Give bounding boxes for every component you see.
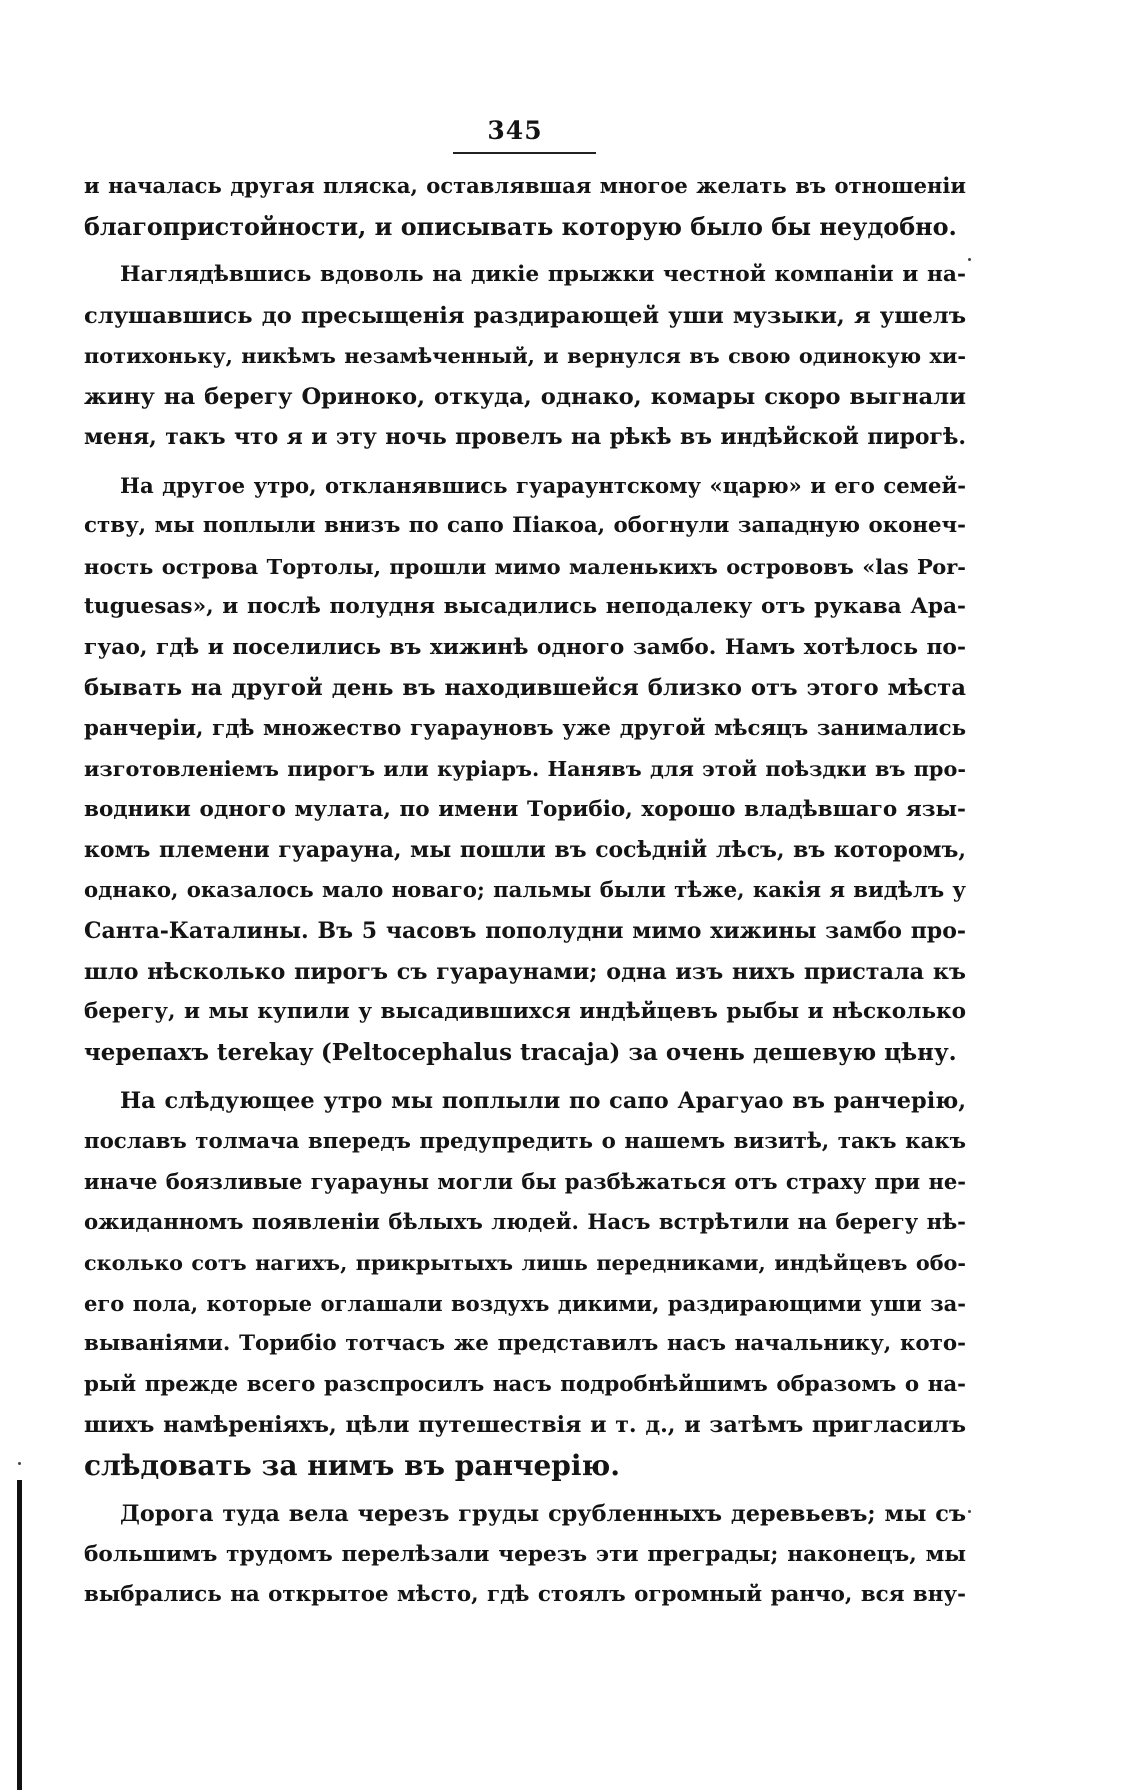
text-line: пославъ толмача впередъ предупредить о нашемъ визитѣ, такъ какъ xyxy=(84,1128,966,1154)
paragraph-2 xyxy=(84,255,966,458)
text-line: сколько сотъ нагихъ, прикрытыхъ лишь передниками, индѣйцевъ обо- xyxy=(84,1251,966,1275)
text-line: ству, мы поплыли внизъ по сапо Піакоа, обогнули западную оконеч- xyxy=(84,513,966,538)
text-line: большимъ трудомъ перелѣзали черезъ эти преграды; наконецъ, мы xyxy=(84,1541,966,1567)
text-block xyxy=(84,166,966,1616)
scan-edge-bar xyxy=(17,1480,22,1790)
text-line: однако, оказалось мало новаго; пальмы были тѣже, какія я видѣлъ у xyxy=(84,877,966,903)
paragraph-5 xyxy=(84,1494,966,1616)
text-line: черепахъ terekay (Peltocephalus tracaja) за очень дешевую цѣну. xyxy=(84,1038,957,1066)
text-line: жину на берегу Ориноко, откуда, однако, комары скоро выгнали xyxy=(84,383,966,410)
text-line: его пола, которые оглашали воздухъ дикими, раздирающими уши за- xyxy=(84,1290,966,1316)
text-line: На другое утро, откланявшись гуараунтскому «царю» и его семей- xyxy=(120,472,966,498)
text-line: слѣдовать за нимъ въ ранчерію. xyxy=(84,1448,620,1482)
text-line: На слѣдующее утро мы поплыли по сапо Арагуао въ ранчерію, xyxy=(120,1088,966,1114)
text-line: ожиданномъ появленіи бѣлыхъ людей. Насъ встрѣтили на берегу нѣ- xyxy=(84,1209,966,1235)
text-line: Дорога туда вела черезъ груды срубленныхъ деревьевъ; мы съ xyxy=(120,1501,966,1527)
scan-speck xyxy=(968,1510,971,1513)
text-line: выбрались на открытое мѣсто, гдѣ стоялъ огромный ранчо, вся вну- xyxy=(84,1582,966,1607)
text-line: и началась другая пляска, оставлявшая многое желать въ отношеніи xyxy=(84,173,966,198)
text-line: Наглядѣвшись вдоволь на дикіе прыжки честной компаніи и на- xyxy=(120,262,966,287)
scan-speck xyxy=(18,1462,21,1465)
text-line: водники одного мулата, по имени Торибіо, хорошо владѣвшаго язы- xyxy=(84,796,966,822)
text-line: шихъ намѣреніяхъ, цѣли путешествія и т. д., и затѣмъ пригласилъ xyxy=(84,1412,966,1438)
text-line: изготовленіемъ пирогъ или куріаръ. Нанявъ для этой поѣздки въ про- xyxy=(84,756,966,781)
text-line: меня, такъ что я и эту ночь провелъ на рѣкѣ въ индѣйской пирогѣ. xyxy=(84,424,966,450)
page-number-rule xyxy=(453,152,596,154)
text-line: слушавшись до пресыщенія раздирающей уши музыки, я ушелъ xyxy=(84,302,966,329)
text-line: Санта-Каталины. Въ 5 часовъ пополудни мимо хижины замбо про- xyxy=(84,918,966,944)
page-number: 345 xyxy=(487,116,543,145)
text-line: вываніями. Торибіо тотчасъ же представилъ насъ начальнику, кото- xyxy=(84,1331,966,1356)
text-line: комъ племени гуарауна, мы пошли въ сосѣдній лѣсъ, въ которомъ, xyxy=(84,837,966,863)
text-line: иначе боязливые гуарауны могли бы разбѣжаться отъ страху при не- xyxy=(84,1169,966,1194)
text-line: шло нѣсколько пирогъ съ гуараунами; одна изъ нихъ пристала къ xyxy=(84,958,966,985)
paragraph-3 xyxy=(84,466,966,1074)
text-line: рый прежде всего разспросилъ насъ подробнѣйшимъ образомъ о на- xyxy=(84,1371,966,1397)
scan-speck xyxy=(968,258,971,261)
text-line: ность острова Тортолы, прошли мимо маленькихъ острововъ «las Por- xyxy=(84,553,966,579)
text-line: бывать на другой день въ находившейся близко отъ этого мѣста xyxy=(84,675,966,701)
text-line: благопристойности, и описывать которую было бы неудобно. xyxy=(84,212,957,241)
text-line: tuguesas», и послѣ полудня высадились неподалеку отъ рукава Ара- xyxy=(84,594,966,619)
text-line: гуао, гдѣ и поселились въ хижинѣ одного замбо. Намъ хотѣлось по- xyxy=(84,634,966,660)
text-line: ранчеріи, гдѣ множество гуарауновъ уже другой мѣсяцъ занимались xyxy=(84,715,966,741)
text-line: потихоньку, никѣмъ незамѣченный, и вернулся въ свою одинокую хи- xyxy=(84,343,966,368)
paragraph-1 xyxy=(84,166,966,247)
text-line: берегу, и мы купили у высадившихся индѣйцевъ рыбы и нѣсколько xyxy=(84,999,966,1024)
paragraph-4 xyxy=(84,1081,966,1486)
